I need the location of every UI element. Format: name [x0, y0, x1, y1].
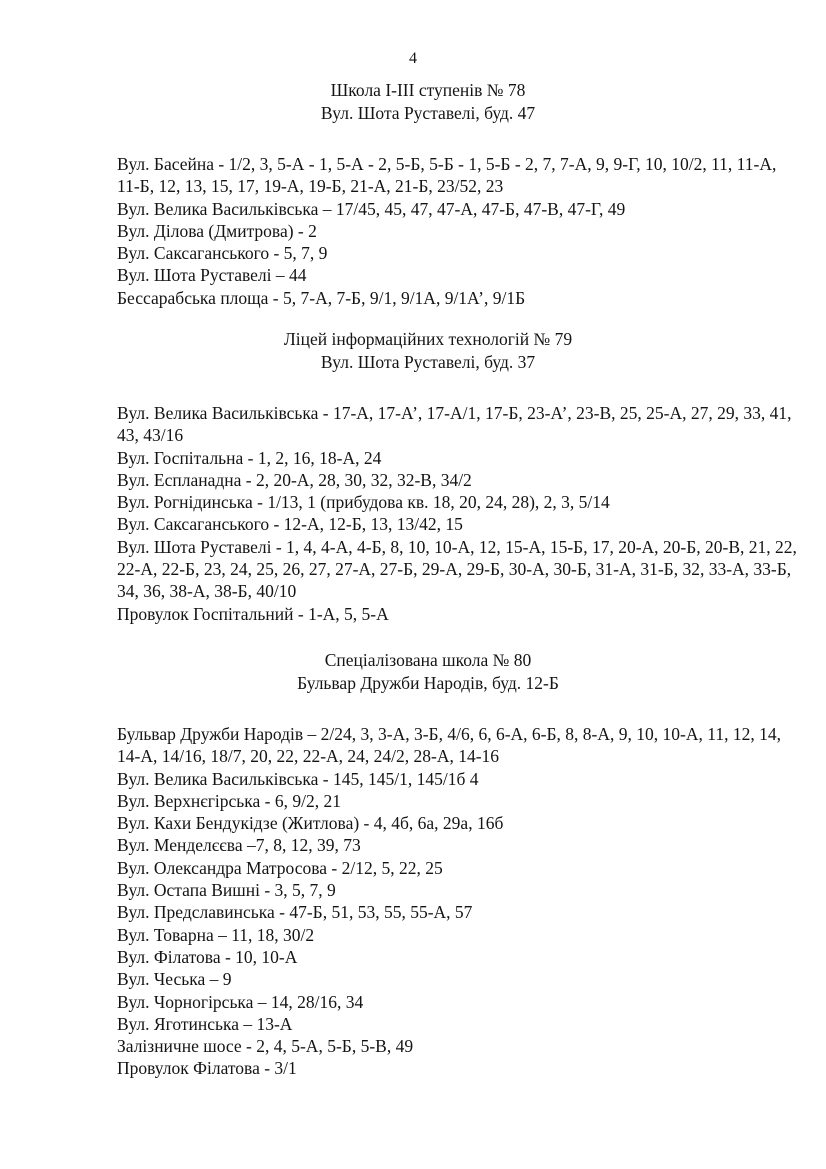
section-address: Вул. Шота Руставелі, буд. 37 [320, 352, 536, 372]
street-entry: Провулок Філатова - 3/1 [117, 1058, 297, 1079]
street-entry: Вул. Шота Руставелі - 1, 4, 4-А, 4-Б, 8, 10, 10-А, 12, 15-А, 15-Б, 17, 20-А, 20-Б, 20-В, 21, 22, 22-А, 22-Б, 23, 24, 25, 26, 27, 27-А, 27-Б, 29-А, 29-Б, 30-А, 30-Б, 31-А, 31-Б, 32, 33-А, 33-Б, 34, 36, 38-А, 38-Б, 40/10 [117, 536, 797, 602]
street-entry: Вул. Госпітальна - 1, 2, 16, 18-А, 24 [117, 447, 382, 468]
street-entry: Вул. Остапа Вишні - 3, 5, 7, 9 [117, 880, 336, 901]
section-title: Спеціалізована школа № 80 [324, 650, 532, 670]
street-entry: Вул. Менделєєва –7, 8, 12, 39, 73 [117, 835, 361, 856]
street-entry: Вул. Чеська – 9 [117, 969, 232, 990]
section-school-80 [0, 649, 826, 1080]
street-list [117, 723, 797, 1080]
street-entry: Вул. Верхнєгірська - 6, 9/2, 21 [117, 790, 341, 811]
street-entry: Бессарабська площа - 5, 7-А, 7-Б, 9/1, 9/1А, 9/1А’, 9/1Б [117, 287, 526, 308]
section-title: Школа І-ІІІ ступенів № 78 [330, 80, 526, 100]
street-entry: Вул. Ділова (Дмитрова) - 2 [117, 220, 317, 241]
street-entry: Вул. Філатова - 10, 10-А [117, 946, 298, 967]
street-entry: Вул. Велика Васильківська – 17/45, 45, 47, 47-А, 47-Б, 47-В, 47-Г, 49 [117, 198, 626, 219]
street-list [117, 153, 797, 309]
street-entry: Вул. Олександра Матросова - 2/12, 5, 22, 25 [117, 857, 443, 878]
street-entry: Вул. Саксаганського - 12-А, 12-Б, 13, 13/42, 15 [117, 514, 463, 535]
street-entry: Вул. Еспланадна - 2, 20-А, 28, 30, 32, 32-В, 34/2 [117, 469, 472, 490]
street-entry: Вул. Шота Руставелі – 44 [117, 265, 307, 286]
street-entry: Вул. Кахи Бендукідзе (Житлова) - 4, 4б, 6а, 29а, 16б [117, 813, 504, 834]
street-entry: Вул. Рогнідинська - 1/13, 1 (прибудова кв. 18, 20, 24, 28), 2, 3, 5/14 [117, 492, 610, 513]
street-entry: Вул. Яготинська – 13-А [117, 1013, 293, 1034]
section-address: Бульвар Дружби Народів, буд. 12-Б [297, 673, 559, 693]
section-address: Вул. Шота Руставелі, буд. 47 [320, 103, 536, 123]
street-entry: Вул. Басейна - 1/2, 3, 5-А - 1, 5-А - 2, 5-Б, 5-Б - 1, 5-Б - 2, 7, 7-А, 9, 9-Г, 10, 10/2, 11, 11-А, 11-Б, 12, 13, 15, 17, 19-А, 19-Б, 21-А, 21-Б, 23/52, 23 [117, 154, 777, 197]
section-school-78 [0, 79, 826, 309]
street-entry: Вул. Чорногірська – 14, 28/16, 34 [117, 991, 364, 1012]
street-entry: Провулок Госпітальний - 1-А, 5, 5-А [117, 603, 389, 624]
street-list [117, 402, 797, 625]
street-entry: Вул. Велика Васильківська - 145, 145/1, 145/1б 4 [117, 768, 479, 789]
street-entry: Вул. Саксаганського - 5, 7, 9 [117, 243, 328, 264]
section-lyceum-79 [0, 328, 826, 625]
street-entry: Бульвар Дружби Народів – 2/24, 3, 3-А, 3-Б, 4/6, 6, 6-А, 6-Б, 8, 8-А, 9, 10, 10-А, 11, 12, 14, 14-А, 14/16, 18/7, 20, 22, 22-А, 24, 24/2, 28-А, 14-16 [117, 724, 781, 767]
page-number: 4 [409, 50, 417, 67]
street-entry: Вул. Велика Васильківська - 17-А, 17-А’, 17-А/1, 17-Б, 23-А’, 23-В, 25, 25-А, 27, 29, 33, 41, 43, 43/16 [117, 403, 792, 446]
street-entry: Залізничне шосе - 2, 4, 5-А, 5-Б, 5-В, 49 [117, 1036, 414, 1057]
street-entry: Вул. Предславинська - 47-Б, 51, 53, 55, 55-А, 57 [117, 902, 473, 923]
section-title: Ліцей інформаційних технологій № 79 [283, 329, 573, 349]
street-entry: Вул. Товарна – 11, 18, 30/2 [117, 924, 315, 945]
